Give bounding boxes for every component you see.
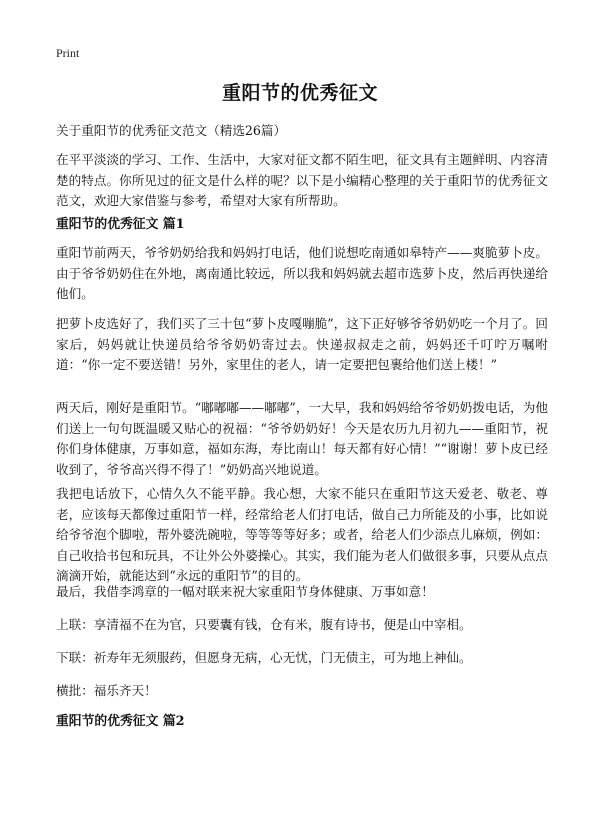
section-heading-1: 重阳节的优秀征文 篇1 [56, 217, 185, 232]
couplet-upper: 上联：享清福不在为官，只要囊有钱，仓有米，腹有诗书，便是山中宰相。 [56, 617, 472, 632]
page-title: 重阳节的优秀征文 [221, 82, 378, 104]
print-label[interactable]: Print [56, 46, 80, 60]
paragraph-3: 两天后，刚好是重阳节。“嘟嘟嘟——嘟嘟”，一大早，我和妈妈给爷爷奶奶拨电话，为他们送上一句句既温暖又贴心的祝福：“爷爷奶奶好！今天是农历九月初九——重阳节，祝你们身体健康，万事如意，福如东海，寿比南山！每天都有好心情！”“谢谢！萝卜皮已经收到了，爷爷高兴得不得了！”奶奶高兴地说道。 [56, 400, 548, 477]
couplet-lower: 下联：祈寿年无须服药，但愿身无病，心无忧，门无债主，可为地上神仙。 [56, 650, 472, 665]
subtitle: 关于重阳节的优秀征文范文（精选26篇） [56, 123, 287, 138]
paragraph-5: 最后，我借李鸿章的一幅对联来祝大家重阳节身体健康、万事如意！ [56, 584, 434, 599]
couplet-banner: 横批：福乐齐天！ [56, 683, 157, 698]
paragraph-4: 我把电话放下，心情久久不能平静。我心想，大家不能只在重阳节这天爱老、敬老、尊老，应该每天都像过重阳节一样，经常给老人们打电话，做自己力所能及的小事，比如说给爷爷泡个脚啦，帮外婆洗碗啦，等等等等好多；或者，给老人们少添点儿麻烦，例如：自己收拾书包和玩具，不让外公外婆操心。其实，我们能为老人们做很多事，只要从点点滴滴开始，就能达到“永远的重阳节”的目的。 [56, 486, 548, 583]
intro-paragraph: 在平平淡淡的学习、工作、生活中，大家对征文都不陌生吧，征文具有主题鲜明、内容清楚的特点。你所见过的征文是什么样的呢？以下是小编精心整理的关于重阳节的优秀征文范文，欢迎大家借鉴与参考，希望对大家有所帮助。 [56, 152, 548, 208]
section-heading-2: 重阳节的优秀征文 篇2 [56, 714, 185, 729]
paragraph-1: 重阳节前两天，爷爷奶奶给我和妈妈打电话，他们说想吃南通如皋特产——爽脆萝卜皮。由于爷爷奶奶住在外地，离南通比较远，所以我和妈妈就去超市选萝卜皮，然后再快递给他们。 [56, 245, 548, 301]
paragraph-2: 把萝卜皮选好了，我们买了三十包“萝卜皮嘎嘣脆”，这下正好够爷爷奶奶吃一个月了。回家后，妈妈就让快递员给爷爷奶奶寄过去。快递叔叔走之前，妈妈还千叮咛万嘱咐道：“你一定不要送错！另外，家里住的老人，请一定要把包裹给他们送上楼！” [56, 316, 548, 372]
